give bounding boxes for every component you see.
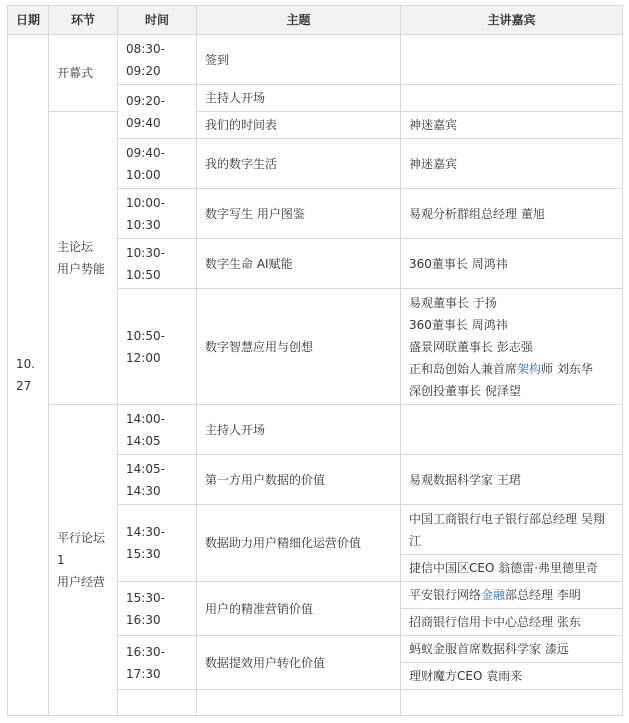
time-cell <box>118 189 197 239</box>
header-speakers: 主讲嘉宾 <box>401 6 623 35</box>
time-cell <box>118 239 197 289</box>
time-cell <box>118 35 197 85</box>
session-main-forum <box>49 112 118 405</box>
time-start: 10:00- <box>126 195 165 210</box>
date-cell <box>8 35 49 716</box>
speakers-cell: 易观分析群组总经理 董旭 <box>401 189 623 239</box>
time-end: 09:20 <box>126 63 161 78</box>
time-start: 14:05- <box>126 461 165 476</box>
speakers-cell: 神迷嘉宾 <box>401 112 623 139</box>
topic-cell: 数字智慧应用与创想 <box>197 289 401 405</box>
session-label: 用户势能 <box>57 262 106 276</box>
speakers-cell <box>401 405 623 455</box>
speakers-cell: 神迷嘉宾 <box>401 139 623 189</box>
speakers-cell <box>401 85 623 112</box>
speakers-cell: 360董事长 周鸿祎 <box>401 239 623 289</box>
speaker-line: 盛景网联董事长 彭志强 <box>409 339 533 354</box>
time-end: 10:30 <box>126 217 161 232</box>
topic-cell: 数字写生 用户图鉴 <box>197 189 401 239</box>
time-cell <box>118 690 197 716</box>
speakers-cell: 理财魔方CEO 袁雨来 <box>401 663 623 690</box>
topic-cell: 数据助力用户精细化运营价值 <box>197 505 401 582</box>
topic-cell: 用户的精准营销价值 <box>197 582 401 636</box>
time-start: 15:30- <box>126 590 165 605</box>
speaker-line: 360董事长 周鸿祎 <box>409 317 508 332</box>
session-label: 用户经营 <box>57 575 106 589</box>
topic-cell: 签到 <box>197 35 401 85</box>
header-topic: 主题 <box>197 6 401 35</box>
speakers-cell <box>401 289 623 405</box>
date-value: 10.27 <box>16 357 36 393</box>
table-row <box>8 405 623 455</box>
speakers-cell <box>401 35 623 85</box>
time-end: 14:30 <box>126 483 161 498</box>
time-start: 16:30- <box>126 644 165 659</box>
time-cell <box>118 455 197 505</box>
time-end: 10:00 <box>126 167 161 182</box>
time-cell <box>118 582 197 636</box>
time-end: 17:30 <box>126 666 161 681</box>
session-label: 1 <box>57 553 65 567</box>
speaker-line: 江 <box>409 533 422 548</box>
topic-cell: 数据提效用户转化价值 <box>197 636 401 690</box>
speaker-line <box>409 358 614 380</box>
time-start: 08:30- <box>126 41 165 56</box>
agenda-table <box>7 5 623 716</box>
header-time: 时间 <box>118 6 197 35</box>
time-start: 10:50- <box>126 328 165 343</box>
time-cell <box>118 505 197 582</box>
time-cell <box>118 139 197 189</box>
speakers-cell: 易观数据科学家 王珺 <box>401 455 623 505</box>
session-label: 平行论坛 <box>57 531 106 545</box>
speakers-cell: 招商银行信用卡中心总经理 张东 <box>401 609 623 636</box>
speaker-text: 部总经理 李明 <box>505 588 581 602</box>
time-start: 09:20- <box>126 93 165 108</box>
time-end: 15:30 <box>126 547 161 561</box>
topic-cell: 我们的时间表 <box>197 112 401 139</box>
header-session: 环节 <box>49 6 118 35</box>
topic-cell: 第一方用户数据的价值 <box>197 455 401 505</box>
header-date: 日期 <box>8 6 49 35</box>
speakers-cell <box>401 582 623 609</box>
speaker-text: 师 刘东华 <box>541 361 593 376</box>
keyword-link[interactable]: 架构 <box>517 361 542 376</box>
topic-cell: 主持人开场 <box>197 85 401 112</box>
header-row <box>8 6 623 35</box>
speakers-cell: 捷信中国区CEO 翁德雷·弗里德里奇 <box>401 555 623 582</box>
time-start: 10:30- <box>126 245 165 260</box>
session-label: 开幕式 <box>57 66 94 80</box>
time-start: 14:30- <box>126 525 165 539</box>
speakers-cell: 蚂蚁金服首席数据科学家 漆远 <box>401 636 623 663</box>
topic-cell: 数字生命 AI赋能 <box>197 239 401 289</box>
speaker-text: 正和岛创始人兼首席 <box>409 361 518 376</box>
topic-cell <box>197 690 401 716</box>
session-label: 主论坛 <box>57 240 94 254</box>
time-start: 09:40- <box>126 145 165 160</box>
time-cell <box>118 636 197 690</box>
topic-cell: 主持人开场 <box>197 405 401 455</box>
session-parallel-forum <box>49 405 118 716</box>
keyword-link[interactable]: 金融 <box>481 588 506 602</box>
table-row <box>8 35 623 85</box>
table-row <box>8 112 623 139</box>
time-end: 14:05 <box>126 433 161 448</box>
speaker-line: 深创投董事长 倪泽望 <box>409 383 521 398</box>
speaker-line: 中国工商银行电子银行部总经理 吴翔 <box>409 511 605 526</box>
session-opening <box>49 35 118 112</box>
time-end: 10:50 <box>126 267 161 282</box>
topic-cell: 我的数字生活 <box>197 139 401 189</box>
speakers-cell <box>401 505 623 555</box>
time-end: 09:40 <box>126 115 161 130</box>
time-end: 12:00 <box>126 350 161 365</box>
speaker-text: 平安银行网络 <box>409 588 482 602</box>
time-cell <box>118 85 197 139</box>
time-cell <box>118 405 197 455</box>
time-cell <box>118 289 197 405</box>
speaker-line: 易观董事长 于扬 <box>409 295 497 310</box>
time-end: 16:30 <box>126 612 161 627</box>
speakers-cell <box>401 690 623 716</box>
time-start: 14:00- <box>126 411 165 426</box>
